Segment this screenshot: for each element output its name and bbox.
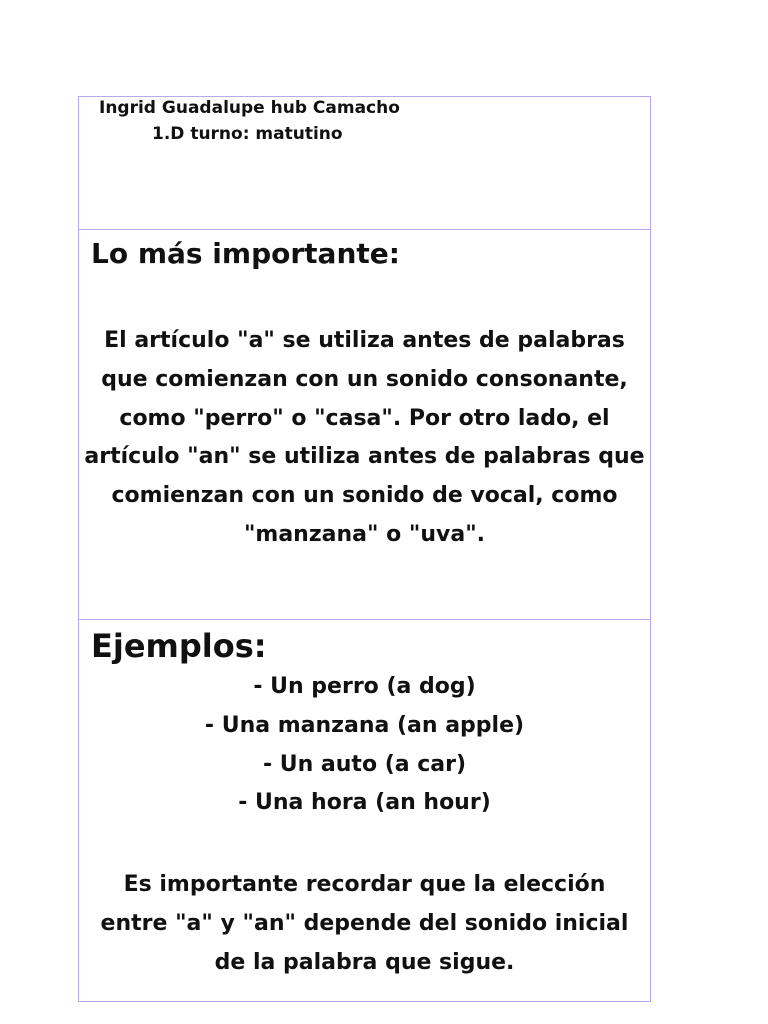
student-name: Ingrid Guadalupe hub Camacho: [99, 98, 400, 118]
examples-title: Ejemplos:: [91, 627, 267, 665]
examples-note: Es importante recordar que la elección entre "a" y "an" depende del sonido inicial de la palabra que sigue.: [100, 872, 629, 975]
important-cell: [79, 230, 650, 620]
examples-cell: [79, 620, 650, 1001]
example-item: - Una hora (an hour): [238, 790, 491, 816]
example-list: [79, 668, 650, 823]
example-item: - Un perro (a dog): [253, 674, 476, 699]
header-cell: [79, 97, 650, 230]
example-item: - Una manzana (an apple): [204, 712, 525, 738]
important-title: Lo más importante:: [91, 237, 400, 270]
worksheet-table: [78, 96, 651, 1002]
important-text: El artículo "a" se utiliza antes de palabras que comienzan con un sonido consonante, como "perro" o "casa". Por otro lado, el artículo "an" se utiliza antes de palabras que comienzan con un sonido de vocal, como "manzana" o "uva".: [84, 328, 645, 547]
example-item: - Un auto (a car): [262, 751, 467, 777]
student-group: 1.D turno: matutino: [152, 124, 343, 144]
